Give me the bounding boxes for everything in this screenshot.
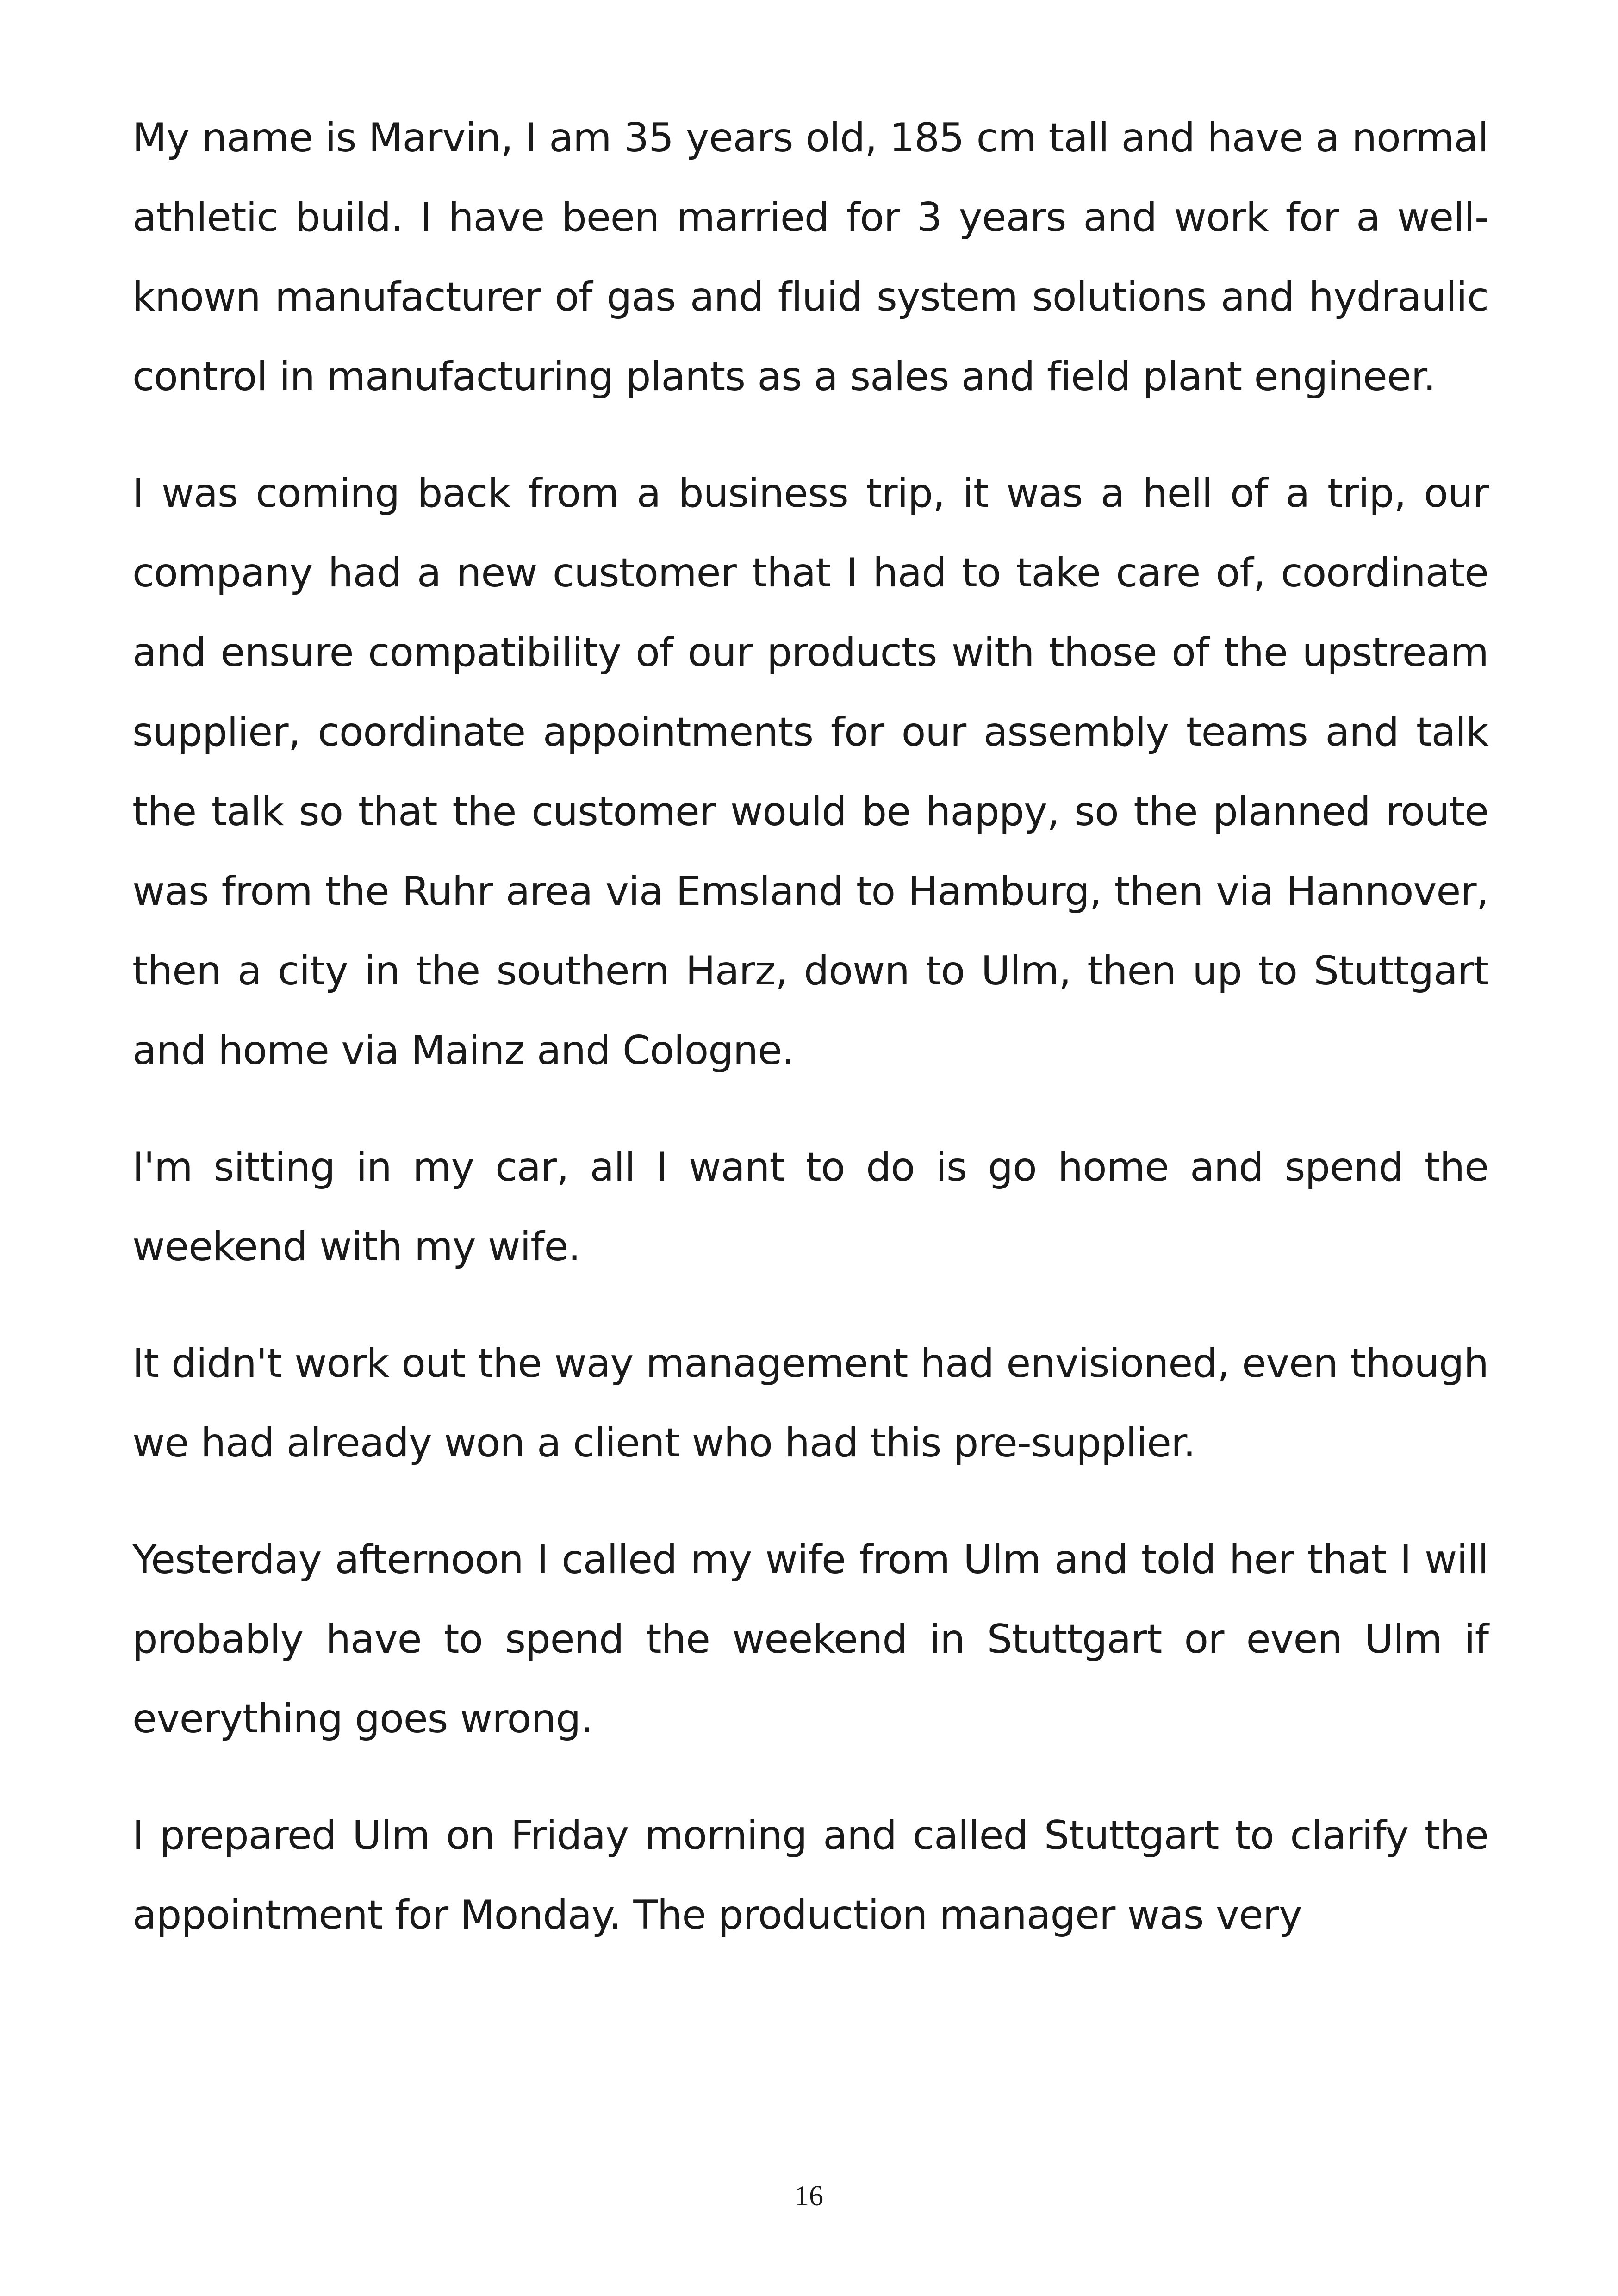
paragraph: It didn't work out the way management had envisioned, even though we had already won a client who had this pre-supplier. <box>132 1340 1488 1466</box>
paragraph: Yesterday afternoon I called my wife from Ulm and told her that I will probably have to spend the weekend in Stuttgart or even Ulm if everything goes wrong. <box>132 1537 1488 1742</box>
paragraph: I was coming back from a business trip, it was a hell of a trip, our company had a new customer that I had to take care of, coordinate and ensure compatibility of our products with those of the upstream supplier, coordinate appointments for our assembly teams and talk the talk so that the customer would be happy, so the planned route was from the Ruhr area via Emsland to Hamburg, then via Hannover, then a city in the southern Harz, down to Ulm, then up to Stuttgart and home via Mainz and Cologne. <box>132 470 1488 1074</box>
paragraph: I'm sitting in my car, all I want to do is go home and spend the weekend with my wife. <box>132 1144 1488 1270</box>
paragraph: My name is Marvin, I am 35 years old, 185 cm tall and have a normal athletic build. I have been married for 3 years and work for a well-known manufacturer of gas and fluid system solutions and hydraulic control in manufacturing plants as a sales and field plant engineer. <box>132 115 1488 400</box>
paragraph: I prepared Ulm on Friday morning and called Stuttgart to clarify the appointment for Monday. The production manager was very <box>132 1812 1488 1938</box>
page-number: 16 <box>795 2180 823 2212</box>
body-text <box>132 98 1488 1992</box>
